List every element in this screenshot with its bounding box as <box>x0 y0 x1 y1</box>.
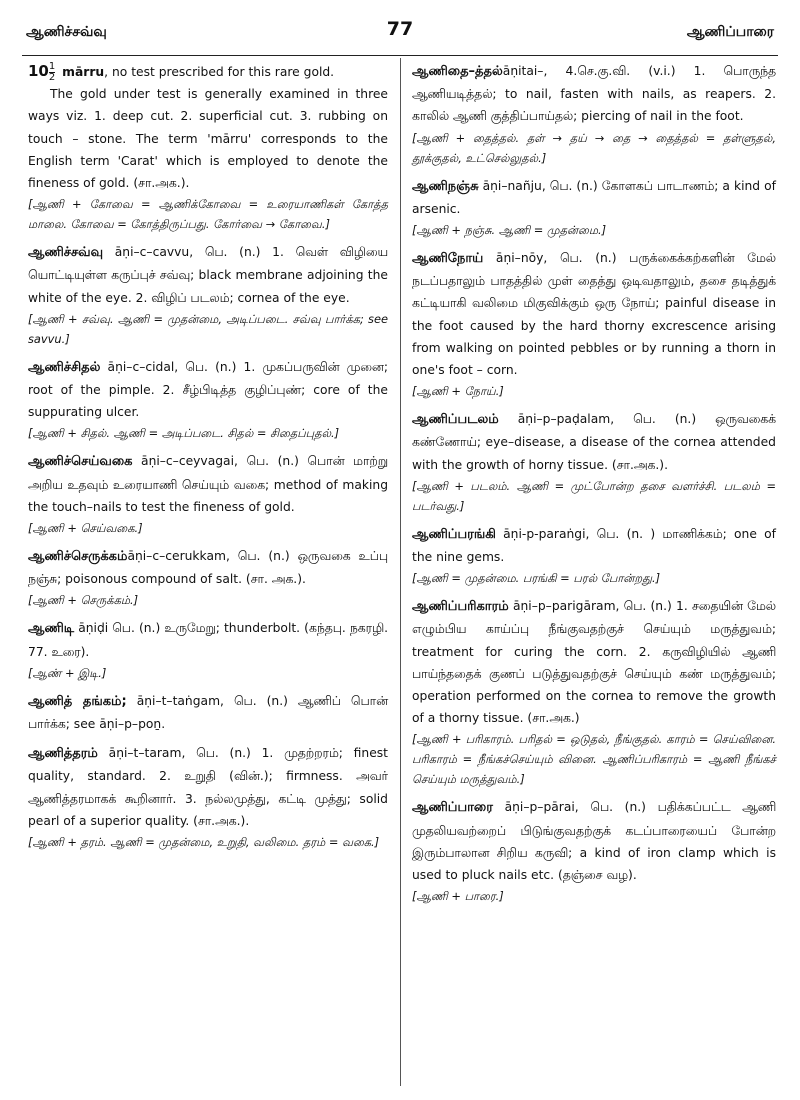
definition: āṇi–t–taram, பெ. (n.) 1. முதற்றரம்; finest quality, standard. 2. உறுதி (வின்.); firmness. அவர் ஆணித்தரமாகக் கூறினார். 3. நல்லமுத்து, கட்டி முத்து; solid pearl of a superior quality. (சா.அக.). <box>28 746 388 828</box>
dictionary-entry <box>412 595 776 789</box>
definition: āṇitai–, 4.செ.கு.வி. (v.i.) 1. பொருந்த ஆணியடித்தல்; to nail, fasten with nails, as reapers. 2. காலில் ஆணி குத்திப்பாய்தல்; piercing of nail in the foot. <box>412 64 776 124</box>
header-right-guide-word: ஆணிப்பாரை <box>686 24 774 40</box>
dictionary-entry <box>412 408 776 516</box>
dictionary-entry <box>28 617 388 682</box>
headword: ஆணிச்சிதல் <box>28 359 101 375</box>
headword: ஆணித் தங்கம்; <box>28 693 127 709</box>
headword: ஆணிப்படலம் <box>412 412 499 428</box>
etymology: [ஆண் + இடி.] <box>28 665 107 680</box>
definition: āṇi–c–cerukkam, பெ. (n.) ஒருவகை உப்பு நஞ்சு; poisonous compound of salt. (சா. அக.). <box>28 549 388 587</box>
dictionary-entry <box>28 356 388 444</box>
headword: ஆணிநஞ்சு <box>412 178 479 194</box>
etymology: [ஆணி + பாரை.] <box>412 889 504 904</box>
headword: ஆணிதை–த்தல் <box>412 64 503 79</box>
fraction-denominator: 2 <box>48 72 56 83</box>
dictionary-entry <box>28 545 388 610</box>
definition: āṇi–nañju, பெ. (n.) கோளகப் பாடாணம்; a kind of arsenic. <box>412 178 776 216</box>
definition: āṇi–p–paḍalam, பெ. (n.) ஒருவகைக் கண்ணோய்; eye–disease, a disease of the cornea attended with the growth of horny tissue. (சா.அக.). <box>412 412 776 472</box>
headword: ஆணிச்செய்வகை <box>28 454 133 470</box>
definition: āṇi–t–taṅgam, பெ. (n.) ஆணிப் பொன் பார்க்க; see āṇi–p–poṉ. <box>28 693 388 732</box>
header-left-guide-word: ஆணிச்சவ்வு <box>26 24 107 40</box>
dictionary-entry <box>412 796 776 906</box>
header-rule <box>22 55 778 56</box>
definition: āṇi–nōy, பெ. (n.) பருக்கைக்கற்களின் மேல் நடப்பதாலும் பாதத்தில் முள் தைத்து ஒடிவதாலும், தசை தடித்துக் கட்டியாகி வலிமை மிகுவிக்கும் ஒரு நோய்; painful disease in the foot caused by the hard thorny excrescence arising from walking on pointed pebbles or by running a thorn in one's foot – corn. <box>412 251 776 378</box>
headword: ஆணிப்பரிகாரம் <box>412 599 509 615</box>
page-header <box>26 18 774 46</box>
etymology: [ஆணி + பரிகாரம். பரிதல் = ஒடுதல், நீங்குதல். காரம் = செய்வினை. பரிகாரம் = நீங்கச்செய்யும் வினை. ஆணிப்பரிகாரம் = ஆணி நீங்கச் செய்யும் மருத்துவம்.] <box>412 732 776 787</box>
headword: ஆணிச்செருக்கம் <box>28 549 128 565</box>
definition: āṇi–c–ceyvagai, பெ. (n.) பொன் மாற்று அறிய உதவும் உரையாணி செய்யும் வகை; method of making the touch–nails to test the fineness of gold. <box>28 454 388 514</box>
definition: āṇiḍi பெ. (n.) உருமேறு; thunderbolt. (கந்தபு. நகரழி. 77. உரை). <box>28 621 388 659</box>
column-divider <box>400 58 401 1086</box>
left-column <box>28 60 388 859</box>
definition: āṇi-p-paraṅgi, பெ. (n. ) மாணிக்கம்; one of the nine gems. <box>412 526 776 565</box>
etymology: [ஆணி + தைத்தல். தள் → தய் → தை → தைத்தல் = தள்ளுதல், தூக்குதல், உட்செல்லுதல்.] <box>412 130 776 165</box>
etymology: [ஆணி + செய்வகை.] <box>28 521 143 536</box>
gold-fraction <box>49 62 55 83</box>
dictionary-entry <box>412 247 776 401</box>
definition: āṇi–p–pārai, பெ. (n.) பதிக்கப்பட்ட ஆணி முதலியவற்றைப் பிடுங்குவதற்குக் கடப்பாரையைப் போன்ற இரும்பாலான சிறிய கருவி; a kind of iron clamp which is used to pluck nails etc. (தஞ்சை வழ). <box>412 800 776 883</box>
definition: āṇi–p–parigāram, பெ. (n.) 1. சதையின் மேல் எழும்பிய காய்ப்பு நீங்குவதற்குச் செய்யும் மருத்துவம்; treatment for curing the corn. 2. கருவிழியில் ஆணி பாய்ந்ததைக் குணப் படுத்துவதற்குச் செய்யும் கண் மருத்துவம்; operation performed on the cornea to remove the growth of a thorny tissue. (சா.அக.) <box>412 599 776 726</box>
dictionary-entry <box>28 690 388 735</box>
etymology: [ஆணி + தரம். ஆணி = முதன்மை, உறுதி, வலிமை. தரம் = வகை.] <box>28 835 380 850</box>
etymology: [ஆணி + நஞ்சு. ஆணி = முதன்மை.] <box>412 223 607 238</box>
headword: ஆணித்தரம் <box>28 746 98 762</box>
headword: ஆணிநோய் <box>412 251 484 267</box>
dictionary-entry <box>28 450 388 538</box>
etymology: [ஆணி + சிதல். ஆணி = அடிப்படை. சிதல் = சிதைப்புதல்.] <box>28 426 340 441</box>
etymology: [ஆணி + படலம். ஆணி = முட்போன்ற தசை வளர்ச்சி. படலம் = படர்வது.] <box>412 478 776 513</box>
gold-paragraph: The gold under test is generally examined in three ways viz. 1. deep cut. 2. superficial cut. 3. rubbing on touch – stone. The term 'mārru' corresponds to the English term 'Carat' which is employed to denote the fineness of gold. (சா.அக.). <box>28 87 388 191</box>
headword: ஆணிப்பரங்கி <box>412 526 496 542</box>
dictionary-entry <box>28 241 388 349</box>
gold-etymology: [ஆணி + கோவை = ஆணிக்கோவை = உரையாணிகள் கோத்த மாலை. கோவை = கோத்திருப்பது. கோர்வை → கோவை.] <box>28 197 388 232</box>
right-column <box>412 60 776 913</box>
gold-fraction-whole: 10 <box>28 62 49 80</box>
dictionary-entry <box>412 60 776 168</box>
gold-term: mārru <box>62 65 105 79</box>
headword: ஆணிப்பாரை <box>412 800 493 816</box>
etymology: [ஆணி = முதன்மை. பரங்கி = பரல் போன்றது.] <box>412 571 661 586</box>
headword: ஆணிடி <box>28 621 75 637</box>
etymology: [ஆணி + சவ்வு. ஆணி = முதன்மை, அடிப்படை. சவ்வு பார்க்க; see savvu.] <box>28 311 388 346</box>
etymology: [ஆணி + செருக்கம்.] <box>28 593 139 608</box>
dictionary-entry <box>412 523 776 588</box>
fraction-numerator: 1 <box>48 61 56 72</box>
gold-note <box>28 60 388 234</box>
page-number: 77 <box>386 18 414 40</box>
definition: āṇi–c–cidal, பெ. (n.) 1. முகப்பருவின் முனை; root of the pimple. 2. சீழ்பிடித்த குழிப்புண்; core of the suppurating ulcer. <box>28 359 388 420</box>
dictionary-entry <box>412 175 776 240</box>
headword: ஆணிச்சவ்வு <box>28 245 104 261</box>
etymology: [ஆணி + நோய்.] <box>412 384 504 399</box>
dictionary-entry <box>28 742 388 852</box>
definition: āṇi–c–cavvu, பெ. (n.) 1. வெள் விழியை யொட்டியுள்ள கருப்புச் சவ்வு; black membrane adjoining the white of the eye. 2. விழிப் படலம்; cornea of the eye. <box>28 245 388 305</box>
gold-intro-text: , no test prescribed for this rare gold. <box>104 65 335 79</box>
